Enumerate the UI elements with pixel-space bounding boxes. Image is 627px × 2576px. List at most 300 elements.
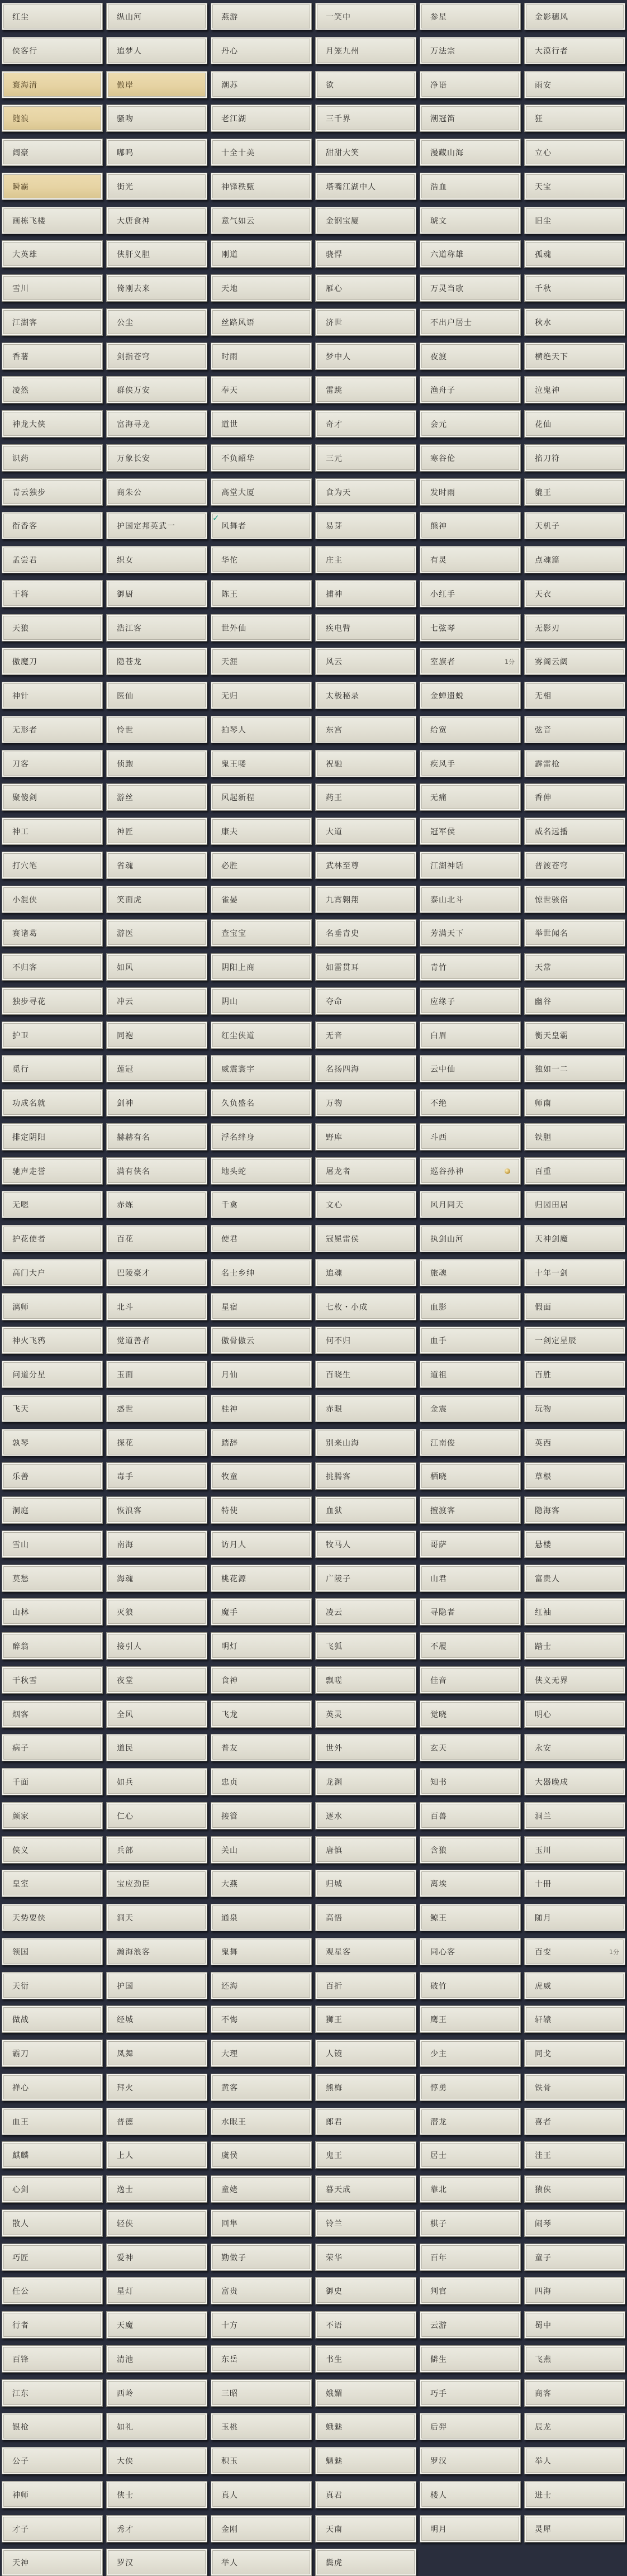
title-cell[interactable]: [524, 546, 625, 573]
title-cell[interactable]: [2, 2481, 103, 2508]
title-cell[interactable]: [2, 1802, 103, 1829]
title-cell[interactable]: [420, 207, 521, 234]
title-cell[interactable]: [211, 1768, 312, 1795]
title-cell[interactable]: [524, 1191, 625, 1218]
title-cell[interactable]: [106, 139, 207, 166]
title-cell[interactable]: [420, 2379, 521, 2407]
title-cell[interactable]: [315, 343, 416, 370]
title-cell[interactable]: [2, 1496, 103, 1524]
title-cell[interactable]: [524, 1598, 625, 1626]
title-cell[interactable]: [420, 71, 521, 98]
title-cell[interactable]: [211, 1462, 312, 1490]
title-cell[interactable]: [106, 207, 207, 234]
title-cell[interactable]: [106, 274, 207, 302]
title-cell[interactable]: [524, 1802, 625, 1829]
title-cell[interactable]: [420, 2209, 521, 2237]
title-cell[interactable]: [420, 2175, 521, 2203]
title-cell[interactable]: [106, 750, 207, 777]
title-cell[interactable]: [315, 2074, 416, 2101]
title-cell[interactable]: [524, 2379, 625, 2407]
title-cell[interactable]: [420, 2481, 521, 2508]
title-cell[interactable]: [420, 580, 521, 607]
title-cell[interactable]: [106, 953, 207, 981]
title-cell[interactable]: [2, 783, 103, 811]
title-cell[interactable]: [211, 682, 312, 709]
title-cell[interactable]: [315, 207, 416, 234]
title-cell[interactable]: [211, 1496, 312, 1524]
title-cell[interactable]: [524, 2447, 625, 2474]
title-cell[interactable]: [106, 1123, 207, 1151]
title-cell[interactable]: [315, 478, 416, 506]
title-cell[interactable]: [106, 716, 207, 743]
title-cell[interactable]: [106, 818, 207, 845]
title-cell[interactable]: [106, 410, 207, 438]
title-cell[interactable]: [524, 1259, 625, 1286]
title-cell[interactable]: [420, 376, 521, 403]
title-cell[interactable]: [315, 2209, 416, 2237]
title-cell[interactable]: [2, 1768, 103, 1795]
title-cell[interactable]: [2, 886, 103, 913]
title-cell[interactable]: [315, 444, 416, 472]
title-cell[interactable]: [106, 2074, 207, 2101]
title-cell[interactable]: [211, 987, 312, 1015]
title-cell[interactable]: [2, 648, 103, 675]
title-cell[interactable]: [524, 139, 625, 166]
title-cell[interactable]: [2, 2345, 103, 2373]
title-cell[interactable]: [211, 716, 312, 743]
title-cell[interactable]: [211, 1802, 312, 1829]
title-cell[interactable]: [211, 343, 312, 370]
title-cell[interactable]: [420, 1802, 521, 1829]
title-cell[interactable]: [2, 546, 103, 573]
title-cell[interactable]: [315, 1462, 416, 1490]
title-cell[interactable]: [420, 919, 521, 947]
title-cell[interactable]: [211, 648, 312, 675]
title-cell[interactable]: [315, 818, 416, 845]
title-cell[interactable]: [211, 1225, 312, 1252]
title-cell[interactable]: [524, 1496, 625, 1524]
title-cell[interactable]: [524, 512, 625, 539]
title-cell[interactable]: [420, 1089, 521, 1116]
title-cell[interactable]: [315, 2481, 416, 2508]
title-cell[interactable]: [106, 444, 207, 472]
title-cell[interactable]: [420, 783, 521, 811]
title-cell[interactable]: [524, 2141, 625, 2169]
title-cell[interactable]: [315, 1598, 416, 1626]
title-cell[interactable]: [315, 1734, 416, 1761]
title-cell[interactable]: [2, 2413, 103, 2440]
title-cell[interactable]: [2, 1327, 103, 1354]
title-cell[interactable]: [524, 71, 625, 98]
title-cell[interactable]: [106, 1395, 207, 1422]
title-cell[interactable]: [315, 2108, 416, 2135]
title-cell[interactable]: [211, 1531, 312, 1558]
title-cell[interactable]: [315, 173, 416, 200]
title-cell[interactable]: [2, 2549, 103, 2576]
title-cell[interactable]: [420, 1157, 521, 1185]
title-cell[interactable]: [2, 2277, 103, 2304]
title-cell[interactable]: [420, 2345, 521, 2373]
title-cell[interactable]: [315, 580, 416, 607]
title-cell[interactable]: [315, 37, 416, 64]
title-cell[interactable]: [106, 919, 207, 947]
title-cell[interactable]: [106, 1904, 207, 1931]
title-cell[interactable]: [524, 1429, 625, 1456]
title-cell[interactable]: [420, 1700, 521, 1728]
title-cell[interactable]: [524, 478, 625, 506]
title-cell[interactable]: [315, 1531, 416, 1558]
title-cell[interactable]: [211, 886, 312, 913]
title-cell[interactable]: [106, 1734, 207, 1761]
title-cell[interactable]: [211, 614, 312, 641]
title-cell[interactable]: [420, 1293, 521, 1320]
title-cell[interactable]: [524, 1904, 625, 1931]
title-cell[interactable]: [211, 818, 312, 845]
title-cell[interactable]: [2, 1429, 103, 1456]
title-cell[interactable]: [524, 1395, 625, 1422]
title-cell[interactable]: [211, 2074, 312, 2101]
title-cell[interactable]: [420, 1462, 521, 1490]
title-cell[interactable]: [2, 478, 103, 506]
title-cell[interactable]: [2, 1055, 103, 1082]
title-cell[interactable]: [211, 1191, 312, 1218]
title-cell[interactable]: [2, 1191, 103, 1218]
title-cell[interactable]: [315, 987, 416, 1015]
title-cell[interactable]: [524, 274, 625, 302]
title-cell[interactable]: [420, 1972, 521, 1999]
title-cell[interactable]: [315, 1123, 416, 1151]
title-cell[interactable]: [420, 1496, 521, 1524]
title-cell[interactable]: [2, 71, 103, 98]
title-cell[interactable]: [2, 1836, 103, 1864]
title-cell[interactable]: [315, 1293, 416, 1320]
title-cell[interactable]: [315, 1496, 416, 1524]
title-cell[interactable]: [524, 953, 625, 981]
title-cell[interactable]: [106, 1565, 207, 1592]
title-cell[interactable]: [2, 139, 103, 166]
title-cell[interactable]: [106, 71, 207, 98]
title-cell[interactable]: [315, 750, 416, 777]
title-cell[interactable]: [2, 1734, 103, 1761]
title-cell[interactable]: [211, 2311, 312, 2339]
title-cell[interactable]: [211, 1734, 312, 1761]
title-cell[interactable]: [106, 2277, 207, 2304]
title-cell[interactable]: [315, 648, 416, 675]
title-cell[interactable]: [315, 919, 416, 947]
title-cell[interactable]: [420, 614, 521, 641]
title-cell[interactable]: [315, 2447, 416, 2474]
title-cell[interactable]: [211, 1632, 312, 1660]
title-cell[interactable]: [2, 37, 103, 64]
title-cell[interactable]: [106, 2108, 207, 2135]
title-cell[interactable]: [420, 2040, 521, 2067]
title-cell[interactable]: [420, 444, 521, 472]
title-cell[interactable]: [315, 1565, 416, 1592]
title-cell[interactable]: [420, 1055, 521, 1082]
title-cell[interactable]: [106, 1700, 207, 1728]
title-cell[interactable]: [524, 1123, 625, 1151]
title-cell[interactable]: [211, 37, 312, 64]
title-cell[interactable]: [211, 139, 312, 166]
title-cell[interactable]: [211, 512, 312, 539]
title-cell[interactable]: [524, 1734, 625, 1761]
title-cell[interactable]: [2, 1259, 103, 1286]
title-cell[interactable]: [106, 3, 207, 30]
title-cell[interactable]: [106, 1429, 207, 1456]
title-cell[interactable]: [420, 1632, 521, 1660]
title-cell[interactable]: [106, 1531, 207, 1558]
title-cell[interactable]: [420, 410, 521, 438]
title-cell[interactable]: [2, 614, 103, 641]
title-cell[interactable]: [315, 2005, 416, 2033]
title-cell[interactable]: [315, 1632, 416, 1660]
title-cell[interactable]: [211, 1870, 312, 1897]
title-cell[interactable]: [315, 2515, 416, 2542]
title-cell[interactable]: [524, 2040, 625, 2067]
title-cell[interactable]: [315, 1021, 416, 1049]
title-cell[interactable]: [2, 1395, 103, 1422]
title-cell[interactable]: [211, 444, 312, 472]
title-cell[interactable]: [524, 1462, 625, 1490]
title-cell[interactable]: [211, 2413, 312, 2440]
title-cell[interactable]: [524, 173, 625, 200]
title-cell[interactable]: [2, 1225, 103, 1252]
title-cell[interactable]: [2, 274, 103, 302]
title-cell[interactable]: [211, 2447, 312, 2474]
title-cell[interactable]: [315, 2244, 416, 2271]
title-cell[interactable]: [211, 1123, 312, 1151]
title-cell[interactable]: [420, 750, 521, 777]
title-cell[interactable]: [524, 716, 625, 743]
title-cell[interactable]: [2, 3, 103, 30]
title-cell[interactable]: [211, 2345, 312, 2373]
title-cell[interactable]: [420, 2447, 521, 2474]
title-cell[interactable]: [524, 2074, 625, 2101]
title-cell[interactable]: [420, 2244, 521, 2271]
title-cell[interactable]: [420, 1938, 521, 1965]
title-cell[interactable]: [211, 240, 312, 268]
title-cell[interactable]: [106, 2515, 207, 2542]
title-cell[interactable]: [315, 1259, 416, 1286]
title-cell[interactable]: [2, 2244, 103, 2271]
title-cell[interactable]: [524, 1021, 625, 1049]
title-cell[interactable]: [106, 1598, 207, 1626]
title-cell[interactable]: [524, 1055, 625, 1082]
title-cell[interactable]: [420, 1395, 521, 1422]
title-cell[interactable]: [106, 886, 207, 913]
title-cell[interactable]: [2, 343, 103, 370]
title-cell[interactable]: [2, 2005, 103, 2033]
title-cell[interactable]: [211, 2549, 312, 2576]
title-cell[interactable]: [106, 648, 207, 675]
title-cell[interactable]: [524, 987, 625, 1015]
title-cell[interactable]: [211, 1700, 312, 1728]
title-cell[interactable]: [211, 308, 312, 336]
title-cell[interactable]: [420, 2277, 521, 2304]
title-cell[interactable]: [524, 207, 625, 234]
title-cell[interactable]: [106, 343, 207, 370]
title-cell[interactable]: [211, 2108, 312, 2135]
title-cell[interactable]: [106, 1157, 207, 1185]
title-cell[interactable]: [2, 2447, 103, 2474]
title-cell[interactable]: [2, 1531, 103, 1558]
title-cell[interactable]: [2, 376, 103, 403]
title-cell[interactable]: [106, 1632, 207, 1660]
title-cell[interactable]: [524, 2481, 625, 2508]
title-cell[interactable]: [315, 3, 416, 30]
title-cell[interactable]: [106, 37, 207, 64]
title-cell[interactable]: [106, 2345, 207, 2373]
title-cell[interactable]: [524, 1089, 625, 1116]
title-cell[interactable]: [315, 104, 416, 132]
title-cell[interactable]: [315, 2549, 416, 2576]
title-cell[interactable]: [524, 852, 625, 879]
title-cell[interactable]: [524, 1768, 625, 1795]
title-cell[interactable]: [106, 1836, 207, 1864]
title-cell[interactable]: [420, 3, 521, 30]
title-cell[interactable]: [2, 410, 103, 438]
title-cell[interactable]: [211, 1904, 312, 1931]
title-cell[interactable]: [2, 919, 103, 947]
title-cell[interactable]: [2, 1021, 103, 1049]
title-cell[interactable]: [106, 478, 207, 506]
title-cell[interactable]: [524, 818, 625, 845]
title-cell[interactable]: [211, 1055, 312, 1082]
title-cell[interactable]: [420, 1191, 521, 1218]
title-cell[interactable]: [2, 716, 103, 743]
title-cell[interactable]: [524, 1700, 625, 1728]
title-cell[interactable]: [524, 2413, 625, 2440]
title-cell[interactable]: [211, 1395, 312, 1422]
title-cell[interactable]: [315, 1938, 416, 1965]
title-cell[interactable]: [106, 987, 207, 1015]
title-cell[interactable]: [2, 1632, 103, 1660]
title-cell[interactable]: [315, 1191, 416, 1218]
title-cell[interactable]: [106, 1225, 207, 1252]
title-cell[interactable]: [106, 2175, 207, 2203]
title-cell[interactable]: [106, 2040, 207, 2067]
title-cell[interactable]: [315, 2311, 416, 2339]
title-cell[interactable]: [420, 1259, 521, 1286]
title-cell[interactable]: [420, 1565, 521, 1592]
title-cell[interactable]: [420, 818, 521, 845]
title-cell[interactable]: [106, 1191, 207, 1218]
title-cell[interactable]: [420, 2311, 521, 2339]
title-cell[interactable]: [420, 1123, 521, 1151]
title-cell[interactable]: [315, 886, 416, 913]
title-cell[interactable]: [315, 2175, 416, 2203]
title-cell[interactable]: [420, 37, 521, 64]
title-cell[interactable]: [2, 2175, 103, 2203]
title-cell[interactable]: [106, 104, 207, 132]
title-cell[interactable]: [315, 410, 416, 438]
title-cell[interactable]: [211, 1836, 312, 1864]
title-cell[interactable]: [420, 1361, 521, 1388]
title-cell[interactable]: [524, 1972, 625, 1999]
title-cell[interactable]: [420, 953, 521, 981]
title-cell[interactable]: [106, 1972, 207, 1999]
title-cell[interactable]: [524, 614, 625, 641]
title-cell[interactable]: [420, 274, 521, 302]
title-cell[interactable]: [524, 1327, 625, 1354]
title-cell[interactable]: [211, 2040, 312, 2067]
title-cell[interactable]: [2, 2311, 103, 2339]
title-cell[interactable]: [106, 1496, 207, 1524]
title-cell[interactable]: [315, 1836, 416, 1864]
title-cell[interactable]: [211, 1666, 312, 1694]
title-cell[interactable]: [211, 3, 312, 30]
title-cell[interactable]: [2, 1089, 103, 1116]
title-cell[interactable]: [2, 1870, 103, 1897]
title-cell[interactable]: [211, 919, 312, 947]
title-cell[interactable]: [2, 1157, 103, 1185]
title-cell[interactable]: [524, 580, 625, 607]
title-cell[interactable]: [315, 1666, 416, 1694]
title-cell[interactable]: [315, 1157, 416, 1185]
title-cell[interactable]: [2, 1361, 103, 1388]
title-cell[interactable]: [211, 750, 312, 777]
title-cell[interactable]: [106, 1293, 207, 1320]
title-cell[interactable]: [211, 1429, 312, 1456]
title-cell[interactable]: [315, 2141, 416, 2169]
title-cell[interactable]: [315, 953, 416, 981]
title-cell[interactable]: [211, 478, 312, 506]
title-cell[interactable]: [524, 919, 625, 947]
title-cell[interactable]: [2, 682, 103, 709]
title-cell[interactable]: [420, 2515, 521, 2542]
title-cell[interactable]: [420, 1021, 521, 1049]
title-cell[interactable]: [2, 2141, 103, 2169]
title-cell[interactable]: [2, 1904, 103, 1931]
title-cell[interactable]: [2, 2209, 103, 2237]
title-cell[interactable]: [420, 240, 521, 268]
title-cell[interactable]: [2, 852, 103, 879]
title-cell[interactable]: [211, 71, 312, 98]
title-cell[interactable]: [106, 1870, 207, 1897]
title-cell[interactable]: [106, 2379, 207, 2407]
title-cell[interactable]: [106, 852, 207, 879]
title-cell[interactable]: [420, 1836, 521, 1864]
title-cell[interactable]: [211, 104, 312, 132]
title-cell[interactable]: [315, 1870, 416, 1897]
title-cell[interactable]: [420, 987, 521, 1015]
title-cell[interactable]: [420, 308, 521, 336]
title-cell[interactable]: [211, 2481, 312, 2508]
title-cell[interactable]: [2, 2074, 103, 2101]
title-cell[interactable]: [2, 2040, 103, 2067]
title-cell[interactable]: [106, 376, 207, 403]
title-cell[interactable]: [106, 682, 207, 709]
title-cell[interactable]: [420, 104, 521, 132]
title-cell[interactable]: [2, 444, 103, 472]
title-cell[interactable]: [2, 1123, 103, 1151]
title-cell[interactable]: [2, 2515, 103, 2542]
title-cell[interactable]: [420, 139, 521, 166]
title-cell[interactable]: [211, 1327, 312, 1354]
title-cell[interactable]: [2, 1598, 103, 1626]
title-cell[interactable]: [315, 1700, 416, 1728]
title-cell[interactable]: [524, 2345, 625, 2373]
title-cell[interactable]: [211, 1293, 312, 1320]
title-cell[interactable]: [524, 682, 625, 709]
title-cell[interactable]: [106, 173, 207, 200]
title-cell[interactable]: [315, 2040, 416, 2067]
title-cell[interactable]: [524, 1361, 625, 1388]
title-cell[interactable]: [106, 783, 207, 811]
title-cell[interactable]: [315, 240, 416, 268]
title-cell[interactable]: [211, 274, 312, 302]
title-cell[interactable]: [524, 1157, 625, 1185]
